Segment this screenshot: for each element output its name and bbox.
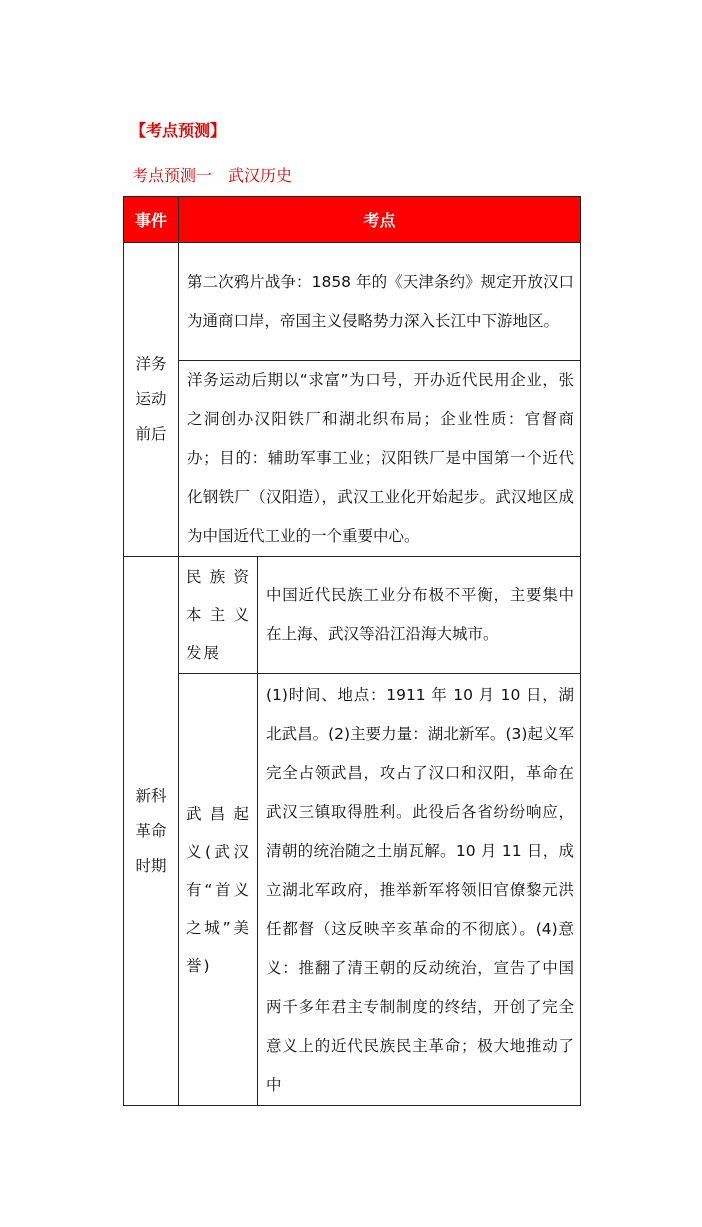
point-cell: 洋务运动后期以“求富”为口号，开办近代民用企业，张之洞创办汉阳铁厂和湖北织布局；企业性质：官督商办；目的：辅助军事工业；汉阳铁厂是中国第一个近代化钢铁厂（汉阳造），武汉工业化开始起步。武汉地区成为中国近代工业的一个重要中心。 [179, 361, 581, 557]
point-cell: (1)时间、地点：1911 年 10 月 10 日，湖北武昌。(2)主要力量：湖北新军。(3)起义军完全占领武昌，攻占了汉口和汉阳，革命在武汉三镇取得胜利。此役后各省纷纷响应，清朝的统治随之土崩瓦解。10 月 11 日，成立湖北军政府，推举新军将领旧官僚黎元洪任都督（这反映辛亥革命的不彻底）。(4)意义：推翻了清王朝的反动统治，宣告了中国两千多年君主专制制度的终结，开创了完全意义上的近代民族民主革命；极大地推动了中 [258, 674, 581, 1106]
event-cell: 洋务运动前后 [124, 243, 179, 557]
table-row [124, 674, 581, 1106]
table-row [124, 361, 581, 557]
table-row [124, 243, 581, 361]
point-cell: 第二次鸦片战争：1858 年的《天津条约》规定开放汉口为通商口岸，帝国主义侵略势力深入长江中下游地区。 [179, 243, 581, 361]
event-cell: 新科革命时期 [124, 557, 179, 1106]
section-heading: 【考点预测】 [130, 121, 227, 140]
table-row [124, 557, 581, 674]
header-event: 事件 [124, 197, 179, 243]
sub-event-cell: 民族资本主义发展 [179, 557, 258, 674]
table-header-row [124, 197, 581, 243]
header-points: 考点 [179, 197, 581, 243]
point-cell: 中国近代民族工业分布极不平衡，主要集中在上海、武汉等沿江沿海大城市。 [258, 557, 581, 674]
topic-subheading: 考点预测一 武汉历史 [132, 166, 293, 185]
sub-event-cell: 武昌起义(武汉有“首义之城”美誉) [179, 674, 258, 1106]
history-table [123, 196, 581, 1106]
